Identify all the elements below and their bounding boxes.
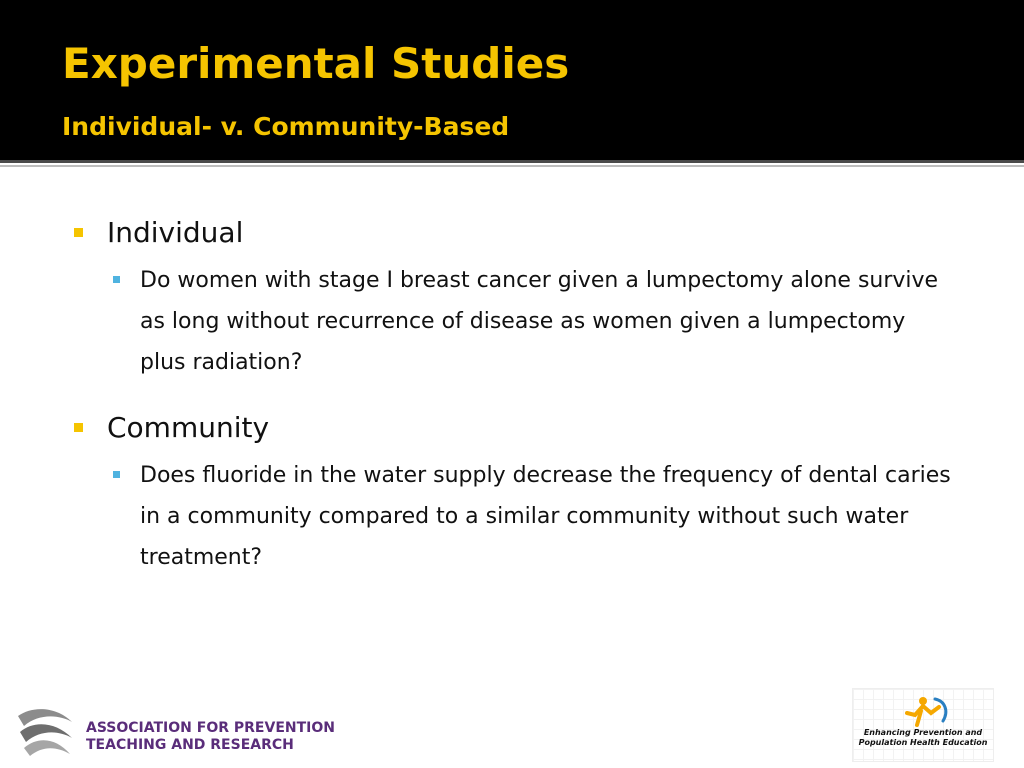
bullet-label: Community <box>107 411 270 444</box>
bullet-item-community <box>72 407 952 449</box>
running-figure-icon <box>893 695 953 729</box>
spacer <box>72 383 952 407</box>
aptr-swoosh-icon <box>14 704 78 758</box>
title-divider-light <box>0 165 1024 167</box>
aptr-logo-text <box>86 720 335 754</box>
bullet-label: Individual <box>107 216 244 249</box>
slide-title: Experimental Studies <box>62 39 570 88</box>
bullet-item-individual <box>72 212 952 254</box>
epphe-logo-text <box>855 728 991 748</box>
sub-bullet-text: Do women with stage I breast cancer given a lumpectomy alone survive as long without recurrence of disease as women given a lumpectomy plus radiation? <box>140 268 939 375</box>
title-bar <box>0 0 1024 160</box>
sub-bullet-item <box>107 260 952 383</box>
square-bullet-icon <box>74 228 83 237</box>
aptr-line-1: ASSOCIATION FOR PREVENTION <box>86 720 335 736</box>
epphe-logo <box>852 688 994 762</box>
epphe-line-2: Population Health Education <box>858 738 988 747</box>
aptr-line-2: TEACHING AND RESEARCH <box>86 737 294 753</box>
slide-subtitle: Individual- v. Community-Based <box>62 112 510 141</box>
sub-bullet-item <box>107 455 952 578</box>
square-bullet-icon <box>113 471 120 478</box>
epphe-line-1: Enhancing Prevention and <box>863 728 983 737</box>
bullet-list <box>72 212 952 578</box>
square-bullet-icon <box>74 423 83 432</box>
sub-bullet-text: Does fluoride in the water supply decrease the frequency of dental caries in a community compared to a similar community without such water treatment? <box>140 463 951 570</box>
title-divider <box>0 160 1024 163</box>
square-bullet-icon <box>113 276 120 283</box>
aptr-logo <box>14 704 354 758</box>
